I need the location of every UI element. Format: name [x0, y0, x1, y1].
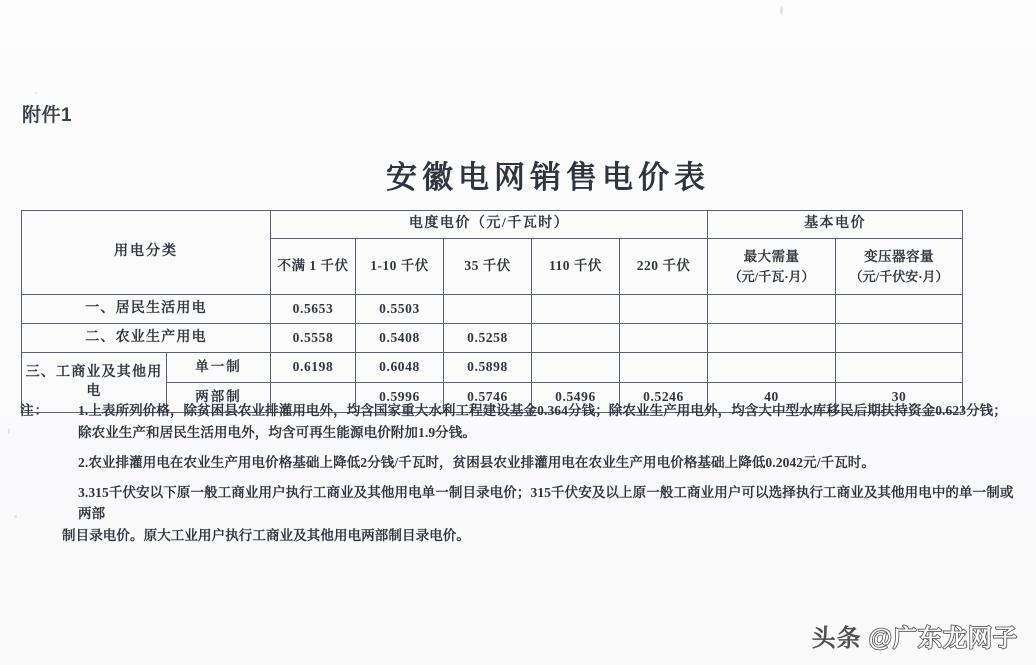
row-label-agriculture: 二、农业生产用电 [22, 324, 271, 353]
note-item-1 [20, 400, 1020, 444]
scan-speck [14, 515, 17, 518]
cell-value [708, 353, 836, 383]
cell-value: 0.6048 [356, 353, 444, 383]
cell-value [620, 324, 708, 353]
note-1-marker: 1. [78, 403, 89, 418]
header-voltage-1-10kv: 1-10 千伏 [356, 239, 444, 295]
cell-value [532, 324, 620, 353]
note-3-body [62, 482, 1020, 548]
note-3-line-1 [62, 482, 1020, 526]
header-max-demand [708, 239, 836, 295]
table-header-row-group [22, 211, 963, 239]
header-voltage-220kv: 220 千伏 [620, 239, 708, 295]
scan-speck [8, 428, 10, 434]
row-label-two-part-rate: 两部制 [167, 383, 271, 413]
cell-value: 0.5746 [444, 383, 532, 413]
note-1-text-1: 上表所列价格，除贫困县农业排灌用电外，均含国家重大水利工程建设基金0.364分钱；除农业生产用电外，均含大中型水库移民后期扶持资金0.623分钱； [88, 403, 1007, 418]
cell-value [836, 295, 963, 324]
note-spacer [20, 474, 1020, 482]
cell-value [532, 353, 620, 383]
header-voltage-under-1kv: 不满 1 千伏 [271, 239, 356, 295]
cell-value: 0.5496 [532, 383, 620, 413]
watermark-handle: @广东龙网子 [868, 625, 1018, 652]
cell-value [708, 295, 836, 324]
scan-speck [35, 92, 37, 94]
cell-value: 0.5258 [444, 324, 532, 353]
cell-value [620, 295, 708, 324]
watermark-brand: 头条 [811, 625, 862, 652]
electricity-price-table [21, 210, 963, 413]
cell-value [708, 324, 836, 353]
cell-value: 0.5653 [271, 295, 356, 324]
note-3-marker: 3. [78, 484, 89, 500]
scan-speck [780, 6, 783, 15]
cell-value: 0.6198 [271, 353, 356, 383]
notes-section [20, 400, 1020, 547]
note-2-line-1 [62, 452, 1020, 474]
row-label-industrial-commercial: 三、工商业及其他用电 [22, 353, 167, 413]
header-energy-price-group: 电度电价（元/千瓦时） [271, 211, 708, 239]
cell-value [444, 295, 532, 324]
price-table-container [21, 210, 962, 413]
note-item-2 [20, 452, 1020, 474]
note-item-3 [20, 482, 1020, 548]
notes-label: 注： [20, 403, 49, 418]
cell-value [620, 353, 708, 383]
cell-value [836, 324, 963, 353]
cell-value: 0.5898 [444, 353, 532, 383]
header-transformer-capacity-name: 变压器容量 [864, 248, 935, 264]
note-3-text-1: 315千伏安以下原一般工商业用户执行工商业及其他用电单一制目录电价；315千伏安及以上原一般工商业用户可以选择执行工商业及其他用电中的单一制或两部 [78, 484, 1014, 522]
note-2-body [62, 452, 1020, 474]
note-2-text-1: 农业排灌用电在农业生产用电价格基础上降低2分钱/千瓦时，贫困县农业排灌用电在农业生产用电价格基础上降低0.2042元/千瓦时。 [88, 454, 876, 470]
note-1-line-2: 除农业生产和居民生活用电外，均含可再生能源电价附加1.9分钱。 [78, 424, 476, 440]
header-category: 用电分类 [22, 211, 271, 295]
note-spacer [20, 444, 1020, 452]
header-max-demand-name: 最大需量 [743, 248, 800, 264]
header-voltage-110kv: 110 千伏 [532, 239, 620, 295]
note-3-line-2: 制目录电价。原大工业用户执行工商业及其他用电两部制目录电价。 [62, 528, 470, 544]
cell-value: 0.5996 [356, 383, 444, 413]
cell-value: 0.5558 [271, 324, 356, 353]
cell-value: 0.5503 [356, 295, 444, 324]
cell-value: 40 [708, 383, 836, 413]
cell-value [532, 295, 620, 324]
note-1-line-1 [62, 400, 1020, 422]
note-2-marker: 2. [78, 454, 89, 470]
header-transformer-capacity [836, 239, 963, 295]
page-title: 安徽电网销售电价表 [386, 160, 710, 195]
cell-value: 0.5408 [356, 324, 444, 353]
watermark [812, 618, 1018, 653]
table-row [22, 324, 963, 353]
table-row [22, 353, 963, 383]
row-label-single-rate: 单一制 [167, 353, 271, 383]
header-basic-price-group: 基本电价 [708, 211, 963, 239]
header-transformer-capacity-unit: （元/千伏安·月） [849, 268, 949, 284]
header-max-demand-unit: （元/千瓦·月） [728, 268, 815, 284]
cell-value [836, 353, 963, 383]
attachment-label: 附件1 [22, 105, 73, 126]
cell-value: 0.5246 [620, 383, 708, 413]
table-row [22, 295, 963, 324]
note-1-body [62, 400, 1020, 444]
cell-value: 30 [836, 383, 963, 413]
header-voltage-35kv: 35 千伏 [444, 239, 532, 295]
row-label-residential: 一、居民生活用电 [22, 295, 271, 324]
